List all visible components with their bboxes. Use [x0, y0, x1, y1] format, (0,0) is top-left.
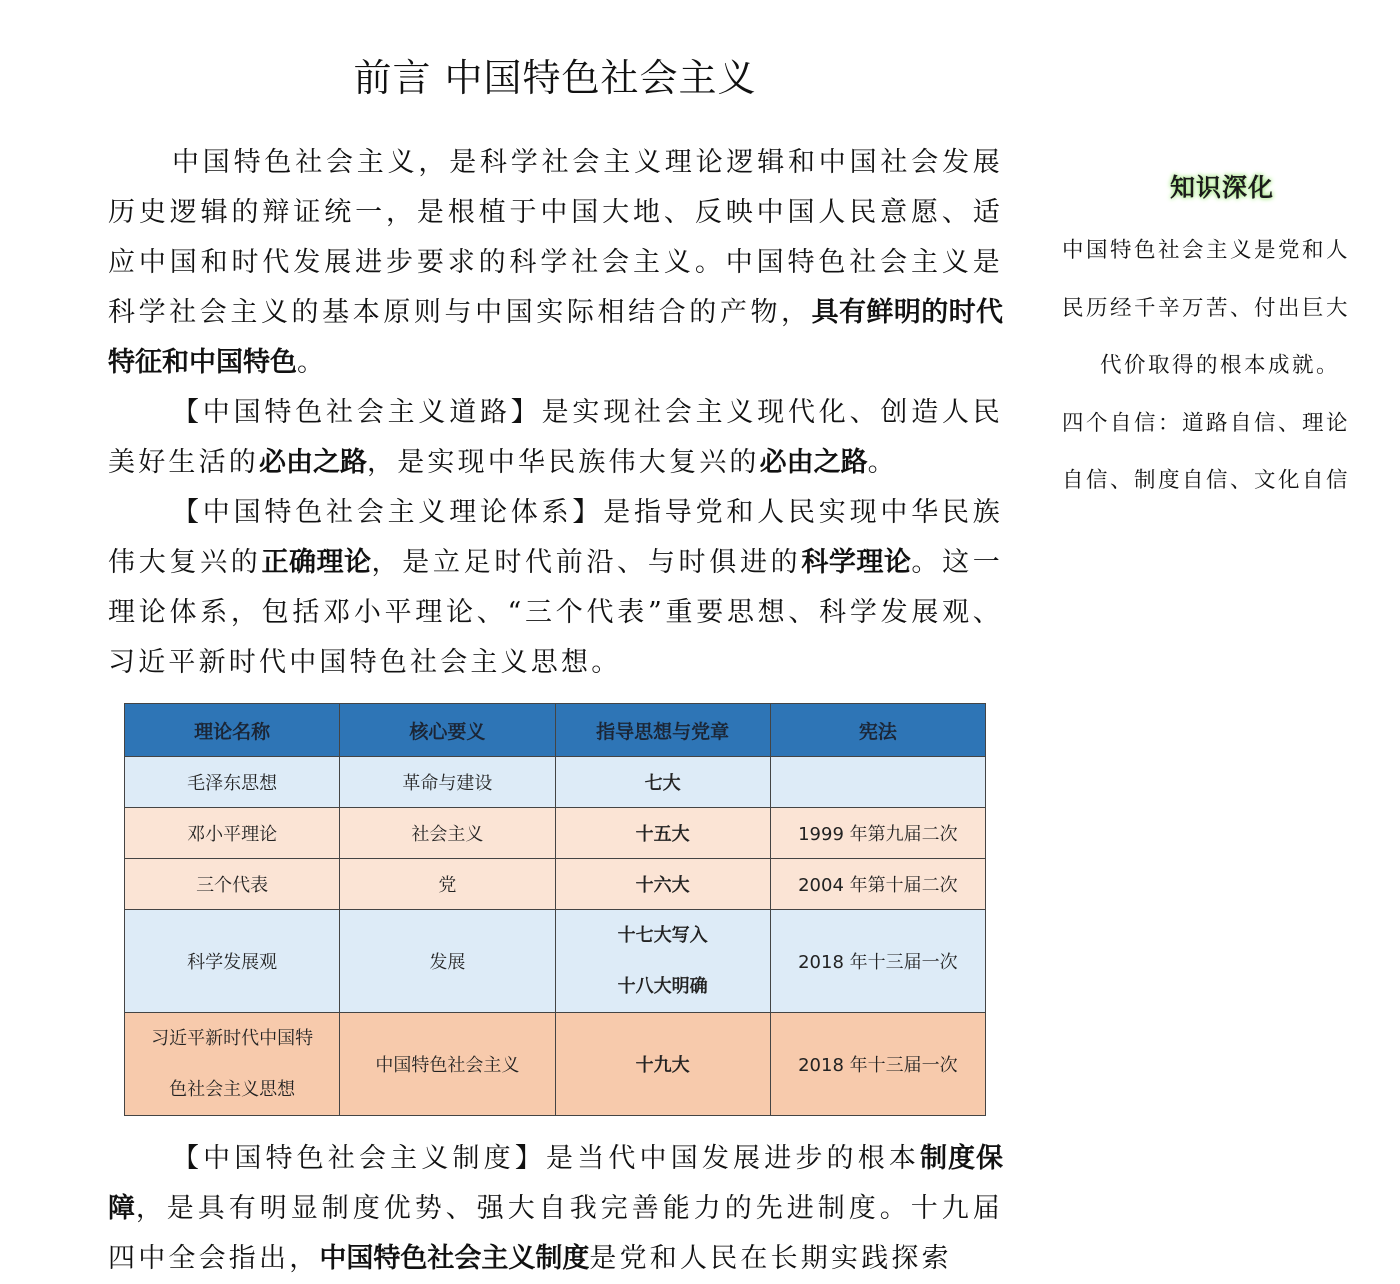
table-row [125, 910, 986, 1013]
cell-name: 毛泽东思想 [125, 757, 340, 808]
cell-constitution: 1999 年第九届二次 [770, 808, 985, 859]
cell-core: 中国特色社会主义 [340, 1013, 555, 1116]
emphasis-text: 中国特色社会主义制度 [319, 1243, 590, 1274]
paragraph-text: 。 [297, 347, 328, 378]
main-content [108, 138, 1003, 688]
paragraph-text: ，是实现中华民族伟大复兴的 [367, 447, 760, 478]
paragraph-text: 是党和人民在长期实践探索 [589, 1243, 952, 1274]
paragraph-text: 【中国特色社会主义道路】是实现社会主义现代化、创造人民美好生活的 [108, 397, 1003, 478]
emphasis-text: 必由之路 [259, 447, 367, 478]
sidebar-line: 自信、制度自信、文化自信 [1062, 468, 1351, 493]
table-row [125, 808, 986, 859]
paragraph-text: 中国特色社会主义，是科学社会主义理论逻辑和中国社会发展历史逻辑的辩证统一，是根植于中国大地、反映中国人民意愿、适应中国和时代发展进步要求的科学社会主义。中国特色社会主义是科学社会主义的基本原则与中国实际相结合的产物， [108, 147, 1003, 328]
sidebar-line: 中国特色社会主义是党和人 [1062, 238, 1351, 263]
emphasis-text: 制度保障 [108, 1143, 1003, 1224]
paragraph-text: ，是立足时代前沿、与时俱进的 [371, 547, 802, 578]
theory-table [124, 703, 986, 1116]
cell-core: 党 [340, 859, 555, 910]
paragraph-text: 【中国特色社会主义理论体系】是指导党和人民实现中华民族伟大复兴的 [108, 497, 1003, 578]
main-content-continued [108, 1134, 1003, 1284]
cell-line: 十八大明确 [617, 976, 708, 997]
cell-name: 三个代表 [125, 859, 340, 910]
paragraph-text: 。这一理论体系，包括邓小平理论、“三个代表”重要思想、科学发展观、习近平新时代中国特色社会主义思想。 [108, 547, 1003, 678]
table-header: 理论名称 [125, 704, 340, 757]
cell-line: 色社会主义思想 [169, 1079, 296, 1100]
table-row [125, 1013, 986, 1116]
emphasis-text: 具有鲜明的时代特征和中国特色 [108, 297, 1003, 378]
cell-constitution: 2004 年第十届二次 [770, 859, 985, 910]
cell-core: 革命与建设 [340, 757, 555, 808]
cell-constitution: 2018 年十三届一次 [770, 1013, 985, 1116]
paragraph-text: 。 [867, 447, 898, 478]
table-header: 核心要义 [340, 704, 555, 757]
cell-party: 十五大 [555, 808, 770, 859]
paragraph-text: 【中国特色社会主义制度】是当代中国发展进步的根本 [172, 1143, 921, 1174]
cell-line: 十七大写入 [617, 925, 708, 946]
sidebar-text [1062, 222, 1392, 510]
emphasis-text: 科学理论 [801, 547, 912, 578]
cell-name: 科学发展观 [125, 910, 340, 1013]
cell-core: 发展 [340, 910, 555, 1013]
cell-party: 十六大 [555, 859, 770, 910]
paragraph-intro [108, 138, 1003, 388]
sidebar-line: 代价取得的根本成就。 [1099, 353, 1340, 378]
paragraph-system [108, 1134, 1003, 1284]
paragraph-theory [108, 488, 1003, 688]
sidebar-line: 四个自信：道路自信、理论 [1062, 410, 1351, 436]
sidebar-line: 民历经千辛万苦、付出巨大 [1062, 295, 1351, 321]
paragraph-road [108, 388, 1003, 488]
cell-core: 社会主义 [340, 808, 555, 859]
knowledge-sidebar [1062, 168, 1392, 510]
table-header: 宪法 [770, 704, 985, 757]
cell-constitution: 2018 年十三届一次 [770, 910, 985, 1013]
emphasis-text: 正确理论 [261, 547, 372, 578]
cell-party: 七大 [555, 757, 770, 808]
cell-constitution [770, 757, 985, 808]
table-row [125, 859, 986, 910]
cell-name [125, 1013, 340, 1116]
cell-party [555, 910, 770, 1013]
cell-party: 十九大 [555, 1013, 770, 1116]
emphasis-text: 必由之路 [759, 447, 868, 478]
cell-name: 邓小平理论 [125, 808, 340, 859]
table-header: 指导思想与党章 [555, 704, 770, 757]
cell-line: 习近平新时代中国特 [151, 1028, 314, 1049]
page-title: 前言 中国特色社会主义 [353, 56, 757, 101]
paragraph-text: ，是具有明显制度优势、强大自我完善能力的先进制度。十九届四中全会指出， [108, 1193, 1004, 1274]
table-row [125, 757, 986, 808]
sidebar-title: 知识深化 [1169, 173, 1274, 202]
